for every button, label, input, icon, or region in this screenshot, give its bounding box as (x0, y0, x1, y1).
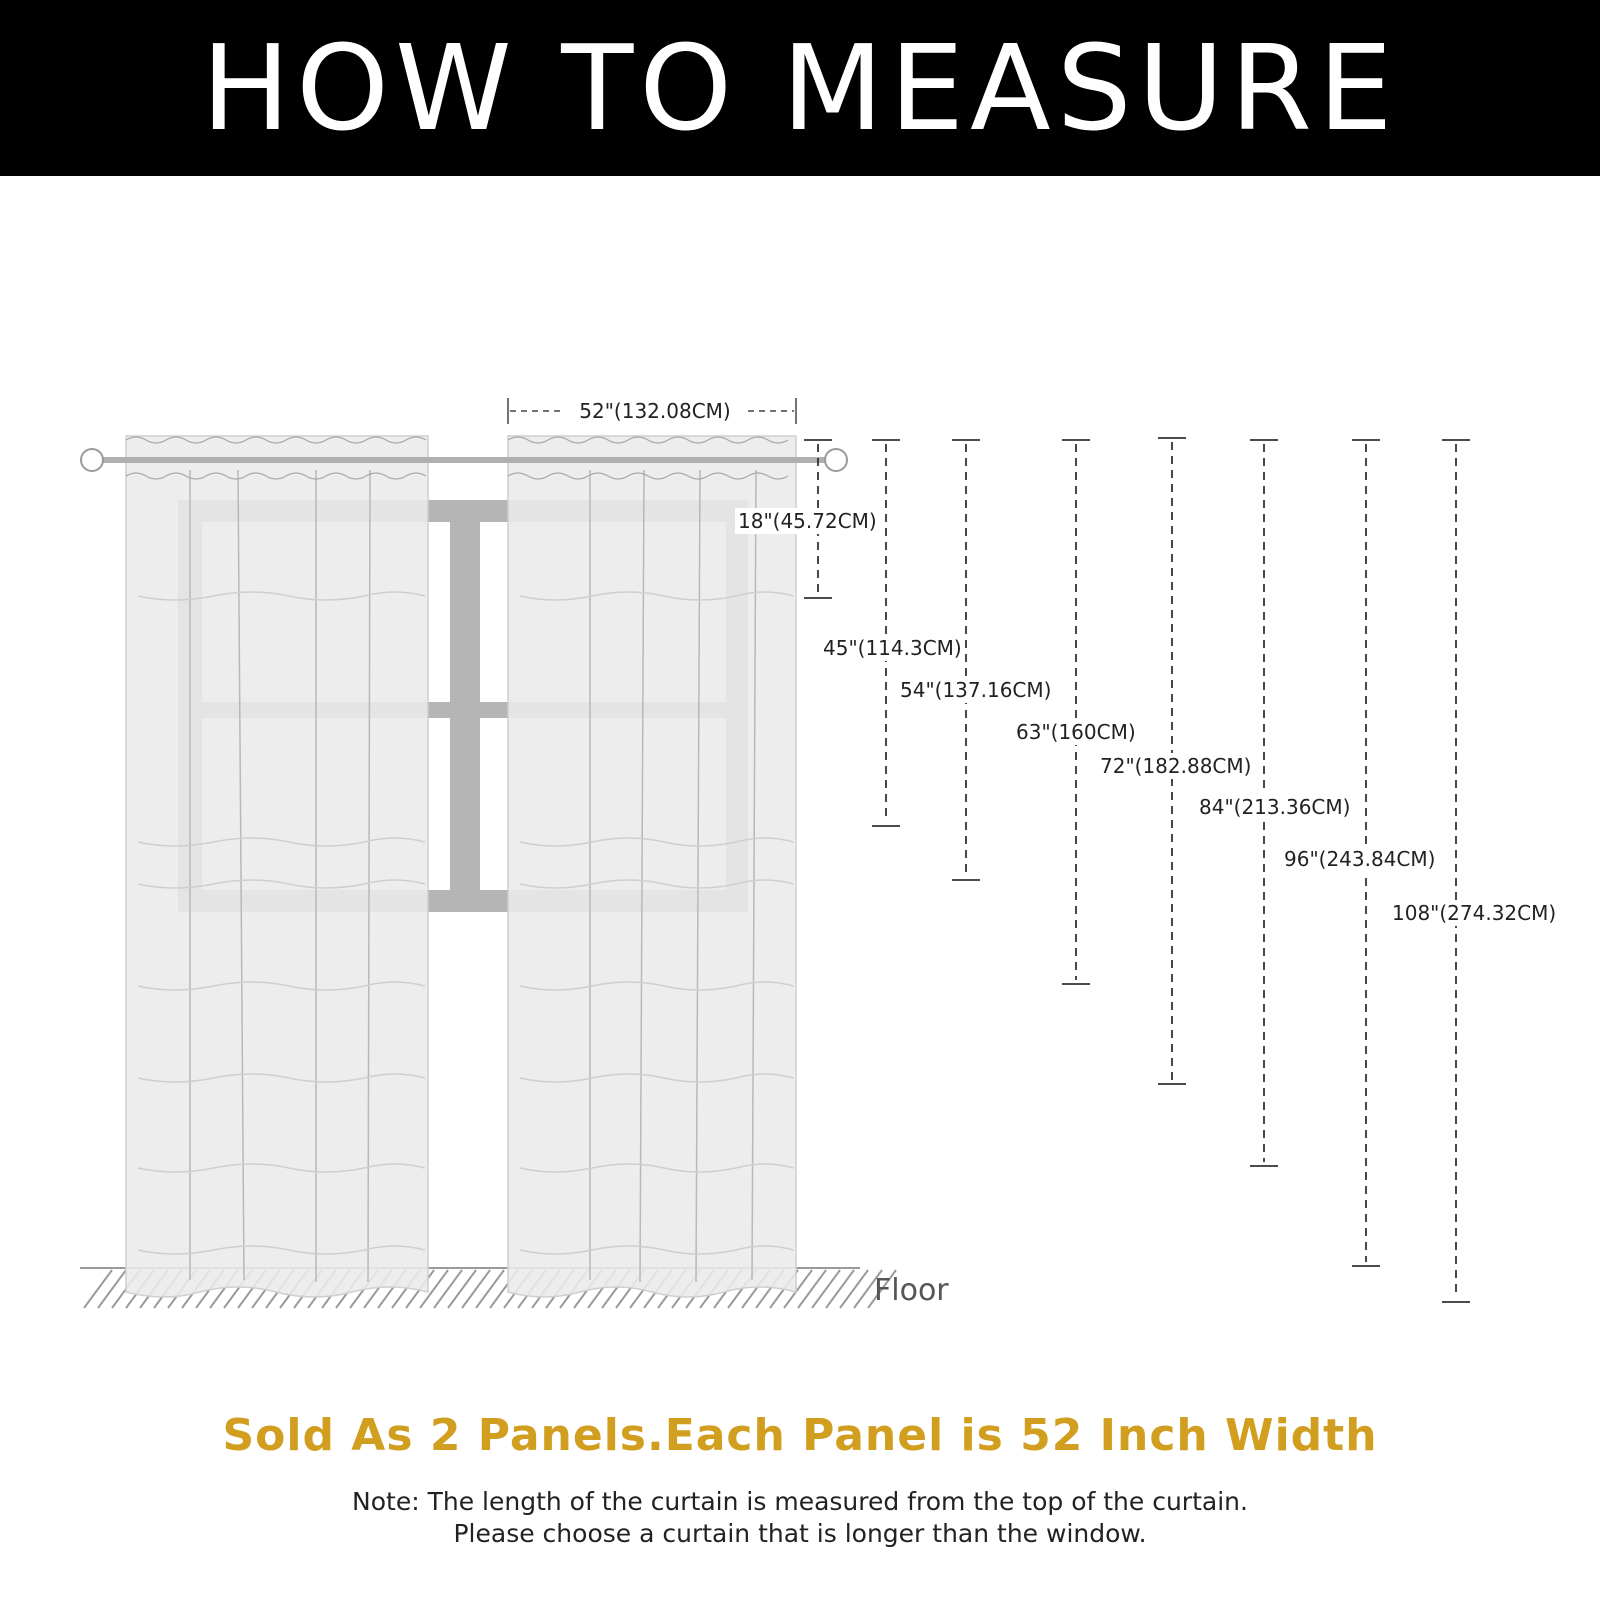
note-line-1: Note: The length of the curtain is measured from the top of the curtain. (352, 1487, 1248, 1516)
length-84in-dimension (1196, 440, 1353, 1166)
length-45in-label: 45"(114.3CM) (823, 636, 962, 660)
length-63in-dimension (1013, 440, 1139, 984)
page-title: HOW TO MEASURE (201, 19, 1399, 157)
header-banner (0, 0, 1600, 176)
note-line-2: Please choose a curtain that is longer than the window. (453, 1519, 1147, 1548)
length-63in-label: 63"(160CM) (1016, 720, 1136, 744)
curtain-panel-left (126, 436, 428, 1297)
length-96in-dimension (1281, 440, 1438, 1266)
length-18in-label: 18"(45.72CM) (738, 509, 877, 533)
length-96in-label: 96"(243.84CM) (1284, 847, 1436, 871)
floor-hatch-line (84, 1270, 112, 1308)
sold-as-headline: Sold As 2 Panels.Each Panel is 52 Inch Width (222, 1410, 1378, 1461)
floor-hatch-line (826, 1270, 854, 1308)
length-108in-label: 108"(274.32CM) (1392, 901, 1557, 925)
floor-label: Floor (874, 1273, 949, 1308)
panel-width-label: 52"(132.08CM) (579, 399, 731, 423)
length-84in-label: 84"(213.36CM) (1199, 795, 1351, 819)
floor-hatch-line (98, 1270, 126, 1308)
floor-hatch-line (812, 1270, 840, 1308)
length-45in-dimension (820, 440, 965, 826)
floor-hatch-line (448, 1270, 476, 1308)
curtain-measure-diagram (0, 176, 1600, 1400)
floor-hatch-line (434, 1270, 462, 1308)
floor-hatch-line (798, 1270, 826, 1308)
floor-hatch-line (476, 1270, 504, 1308)
length-dimensions (735, 438, 1559, 1302)
curtain-panel-right (508, 436, 796, 1297)
measure-note (0, 1486, 1600, 1550)
floor-hatch-line (462, 1270, 490, 1308)
floor-hatch-line (840, 1270, 868, 1308)
length-72in-dimension (1097, 438, 1254, 1084)
length-72in-label: 72"(182.88CM) (1100, 754, 1252, 778)
length-54in-label: 54"(137.16CM) (900, 678, 1052, 702)
